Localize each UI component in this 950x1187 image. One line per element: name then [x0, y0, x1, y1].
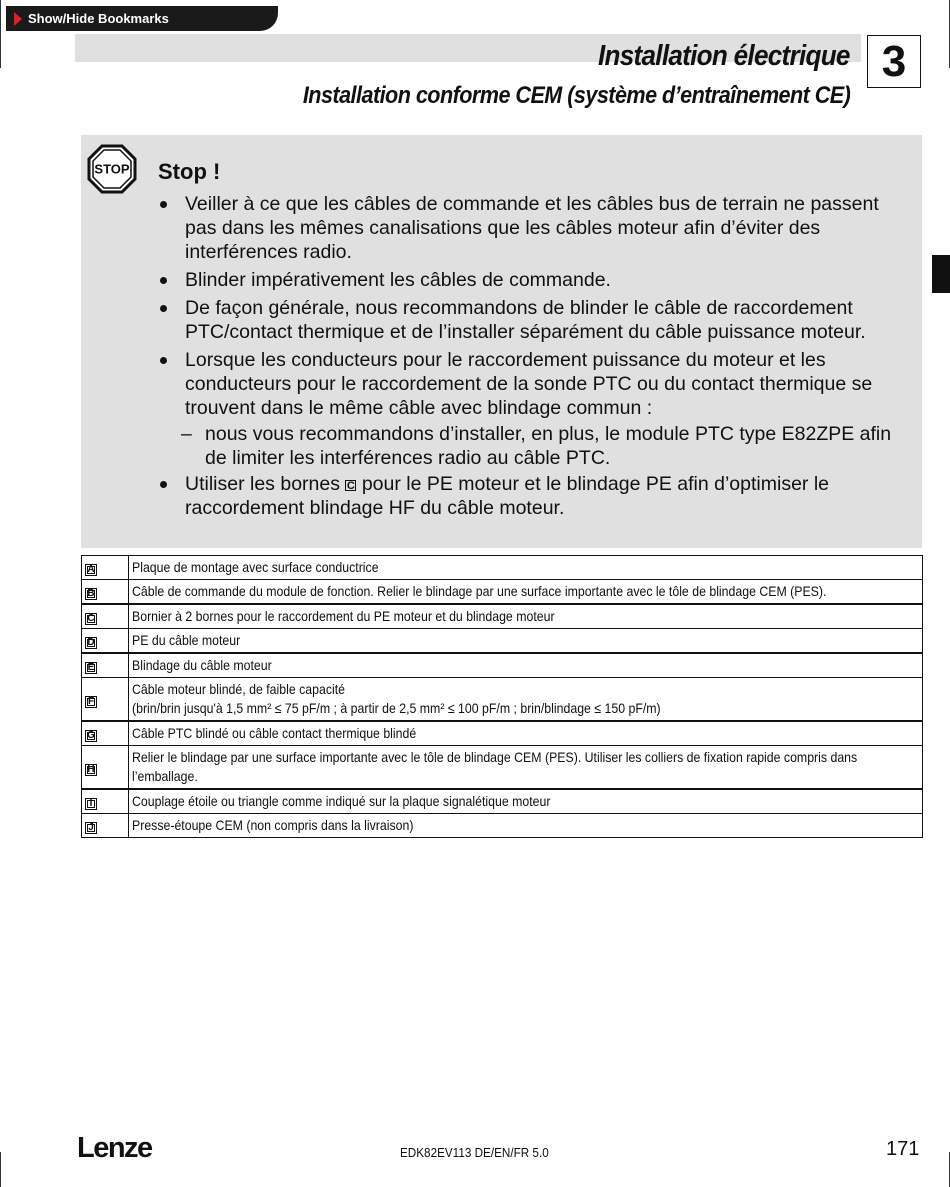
- lenze-logo: Lenze: [77, 1132, 152, 1164]
- document-code: EDK82EV113 DE/EN/FR 5.0: [400, 1145, 549, 1160]
- legend-text-line2: (brin/brin jusqu'à 1,5 mm² ≤ 75 pF/m ; à partir de 2,5 mm² ≤ 100 pF/m ; brin/blindage ≤ 150 pF/m): [132, 700, 661, 716]
- stop-item-text-after: pour le PE moteur et le blindage PE afin d’optimiser le raccordement blindage HF du câble moteur.: [185, 473, 829, 519]
- table-row: [82, 814, 923, 838]
- page-number: 171: [886, 1138, 920, 1160]
- chapter-number: 3: [867, 35, 921, 88]
- show-hide-bookmarks-button[interactable]: [6, 6, 278, 31]
- terminal-key-c: C: [346, 480, 355, 492]
- legend-text: Câble PTC blindé ou câble contact thermique blindé: [132, 725, 417, 741]
- stop-sign-text: STOP: [94, 161, 130, 177]
- dash-icon: –: [181, 423, 192, 445]
- legend-key: I: [85, 798, 97, 810]
- stop-sign-icon: [87, 144, 137, 194]
- stop-warning-panel: [81, 135, 922, 548]
- page-subtitle: Installation conforme CEM (système d’entraînement CE): [302, 82, 850, 109]
- chapter-side-tab: [932, 255, 950, 293]
- table-row: [82, 789, 923, 814]
- bookmarks-label: Show/Hide Bookmarks: [28, 11, 169, 26]
- legend-text: Câble moteur blindé, de faible capacité: [132, 681, 346, 697]
- legend-table: [81, 555, 923, 838]
- legend-text: Presse-étoupe CEM (non compris dans la livraison): [132, 817, 414, 833]
- legend-text: PE du câble moteur: [132, 632, 241, 648]
- legend-text: Couplage étoile ou triangle comme indiqué sur la plaque signalétique moteur: [132, 793, 551, 809]
- stop-list: [181, 192, 910, 524]
- stop-item: [181, 348, 910, 470]
- table-row: [82, 629, 923, 654]
- legend-key: A: [85, 564, 97, 576]
- legend-text: Plaque de montage avec surface conductrice: [132, 559, 379, 575]
- stop-subitem-text: nous vous recommandons d’installer, en plus, le module PTC type E82ZPE afin de limiter les interférences radio au câble PTC.: [205, 423, 892, 469]
- table-row: [82, 556, 923, 580]
- stop-item: Veiller à ce que les câbles de commande et les câbles bus de terrain ne passent pas dans les mêmes canalisations que les câbles moteur afin d’éviter des interférences radio.: [185, 192, 910, 264]
- stop-item-text: Lorsque les conducteurs pour le raccordement puissance du moteur et les conducteurs pour le raccordement de la sonde PTC ou du contact thermique se trouvent dans le même câble avec blindage commun :: [185, 349, 873, 419]
- stop-item: [185, 472, 910, 520]
- stop-item-text-before: Utiliser les bornes: [185, 473, 340, 495]
- table-row: [82, 678, 923, 722]
- crop-mark: [0, 0, 1, 68]
- legend-key: B: [85, 588, 97, 600]
- legend-text: Bornier à 2 bornes pour le raccordement du PE moteur et du blindage moteur: [132, 608, 555, 624]
- legend-key: H: [85, 764, 97, 776]
- table-row: [82, 746, 923, 790]
- page-title: Installation électrique: [598, 40, 850, 72]
- crop-mark: [0, 1152, 1, 1187]
- table-row: [82, 580, 923, 605]
- legend-text: Relier le blindage par une surface importante avec le tôle de blindage CEM (PES). Utiliser les colliers de fixation rapide compris dans l’emballage.: [132, 749, 858, 784]
- legend-key: G: [85, 730, 97, 742]
- legend-key: J: [85, 822, 97, 834]
- stop-item: De façon générale, nous recommandons de blinder le câble de raccordement PTC/contact thermique et de l’installer séparément du câble puissance moteur.: [185, 296, 910, 344]
- legend-text: Blindage du câble moteur: [132, 657, 272, 673]
- stop-item: Blinder impérativement les câbles de commande.: [185, 268, 910, 292]
- table-row: [82, 604, 923, 629]
- legend-key: E: [85, 662, 97, 674]
- legend-text: Câble de commande du module de fonction. Relier le blindage par une surface importante avec le tôle de blindage CEM (PES).: [132, 583, 827, 599]
- table-row: [82, 721, 923, 746]
- triangle-right-icon: [14, 12, 22, 26]
- legend-key: D: [85, 637, 97, 649]
- legend-key: C: [85, 613, 97, 625]
- stop-subitem: [181, 422, 910, 470]
- table-row: [82, 653, 923, 678]
- stop-title: Stop !: [158, 159, 221, 184]
- legend-key: F: [85, 696, 97, 708]
